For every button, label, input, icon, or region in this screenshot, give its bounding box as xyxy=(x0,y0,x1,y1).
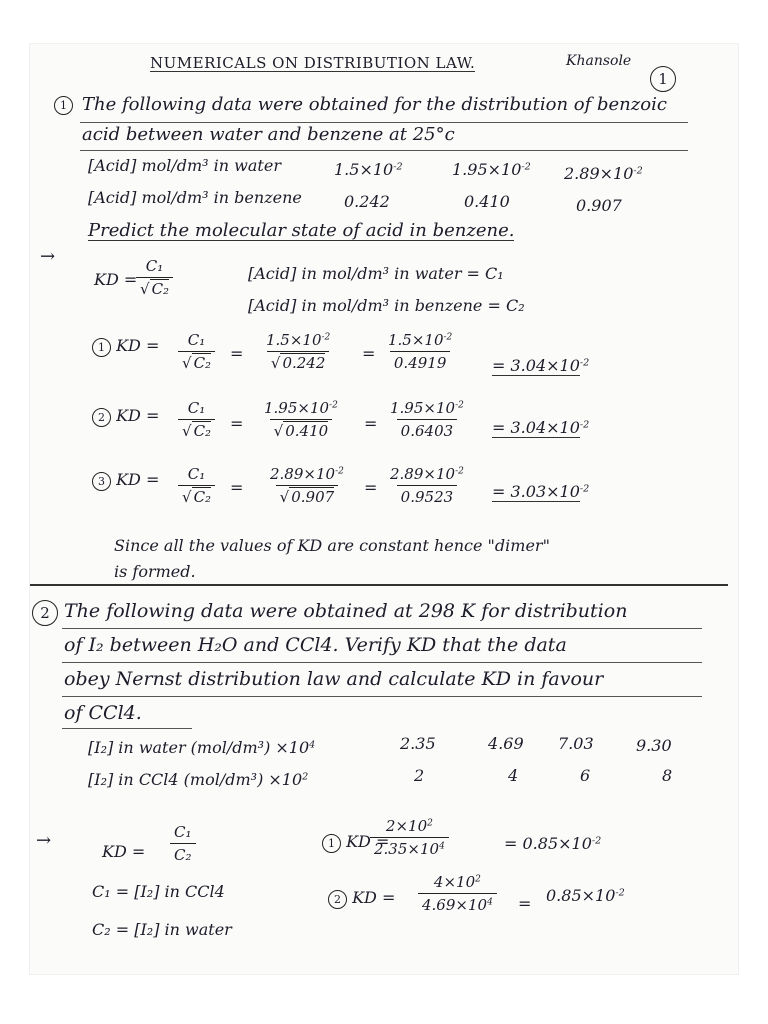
page-number xyxy=(650,66,676,92)
q1-calc-3 xyxy=(92,472,159,491)
exponent: -2 xyxy=(591,835,602,847)
row-label-text: [I₂] in water (mol/dm³) ×10 xyxy=(88,738,310,757)
denominator-value: 2.35×10 xyxy=(374,840,440,859)
q2-water-value-4: 9.30 xyxy=(636,736,672,755)
q2-definition-water: C₂ = [I₂] in water xyxy=(92,920,232,939)
q1-calc-2-result xyxy=(492,420,589,436)
q1-benzene-value-3: 0.907 xyxy=(576,196,622,215)
exponent: -2 xyxy=(321,332,331,343)
q2-calc-1-fraction xyxy=(370,818,449,859)
q2-calc-2-equals: = xyxy=(518,894,532,913)
q1-benzene-value-2: 0.410 xyxy=(464,192,510,211)
q1-water-value-1 xyxy=(334,162,403,178)
q2-ccl4-value-4: 8 xyxy=(662,766,673,785)
result-value: = 3.04×10 xyxy=(492,418,580,437)
calc-number-circle: 2 xyxy=(92,408,111,427)
calc-number-circle: 2 xyxy=(328,890,347,909)
q1-line2: acid between water and benzene at 25°c xyxy=(82,124,455,145)
q2-ccl4-label xyxy=(88,772,308,788)
q2-line2: of I₂ between H₂O and CCl4. Verify KD that the data xyxy=(64,634,567,656)
radicand: 0.410 xyxy=(285,422,329,441)
q1-calc-3-formula: $\frac{\text{C₁}}{\text{√ C₂}}$ xyxy=(178,466,215,507)
fraction-denominator: C₂ xyxy=(193,488,212,507)
fraction-denominator: C₂ xyxy=(193,354,212,373)
q1-question: Predict the molecular state of acid in benzene. xyxy=(88,220,515,241)
result-value: 0.85×10 xyxy=(546,886,616,905)
exponent: -2 xyxy=(579,419,590,431)
section-divider xyxy=(30,584,728,586)
exponent: -2 xyxy=(615,887,625,899)
q1-calc-1-result xyxy=(492,358,589,374)
exponent: 2 xyxy=(427,818,433,829)
author-name: Khansole xyxy=(566,53,632,69)
q2-number-circle: 2 xyxy=(32,600,58,626)
calc-number-circle: 1 xyxy=(322,834,341,853)
exponent: 4 xyxy=(439,841,445,852)
equals-sign: = xyxy=(230,344,244,363)
calc-lhs: KD = xyxy=(346,832,390,851)
q1-kd-formula xyxy=(136,258,173,299)
numerator-value: 2.89×10 xyxy=(270,465,336,483)
q1-calc-2 xyxy=(92,408,159,427)
q1-conclusion-line1: Since all the values of KD are constant hence "dimer" xyxy=(114,536,550,555)
notebook-page xyxy=(30,44,738,974)
value-text: 1.95×10 xyxy=(452,160,522,179)
exponent: -2 xyxy=(455,400,464,411)
numerator-value: 4×10 xyxy=(433,873,476,891)
result-value: = 3.03×10 xyxy=(492,482,580,501)
denominator-value: 4.69×10 xyxy=(422,896,488,915)
result-value: = 3.04×10 xyxy=(492,356,580,375)
q1-calc-1-simplified xyxy=(384,332,456,373)
exponent: -2 xyxy=(455,466,464,477)
q1-calc-1-substitution: $\frac{1.5\times 10^{-2}}{√ 0.242}$ xyxy=(266,331,331,373)
equals-sign: = xyxy=(230,414,244,433)
q1-calc-2-simplified xyxy=(386,400,468,441)
fraction-numerator: C₁ xyxy=(145,257,164,275)
equals-sign: = xyxy=(364,414,378,433)
radicand: 0.907 xyxy=(291,488,335,507)
q2-arrow: → xyxy=(36,830,52,851)
value-text: 1.5×10 xyxy=(334,160,394,179)
q1-number xyxy=(54,96,73,115)
result-value: = 0.85×10 xyxy=(504,834,592,853)
row-label-text: [I₂] in CCl4 (mol/dm³) ×10 xyxy=(88,770,303,789)
value-text: 2.89×10 xyxy=(564,164,634,183)
denominator-value: 0.4919 xyxy=(390,351,451,372)
fraction-denominator: C₂ xyxy=(151,280,170,299)
q2-calc-2-result xyxy=(546,888,625,904)
fraction-numerator: C₁ xyxy=(187,399,206,417)
q2-calc-2 xyxy=(328,890,395,909)
denominator-value: 0.9523 xyxy=(397,485,458,506)
q2-ccl4-value-1: 2 xyxy=(414,766,425,785)
numerator-value: 1.5×10 xyxy=(388,331,444,349)
q2-water-label xyxy=(88,740,315,756)
q1-kd-label: KD = xyxy=(94,270,138,289)
numerator-value: 2×10 xyxy=(385,817,428,835)
q2-water-value-1: 2.35 xyxy=(400,734,436,753)
exponent: 4 xyxy=(309,739,316,751)
q2-calc-1-result xyxy=(504,836,601,852)
sqrt-symbol: √ xyxy=(140,280,150,299)
exponent: 2 xyxy=(302,771,309,783)
q2-definition-ccl4: C₁ = [I₂] in CCl4 xyxy=(92,882,225,901)
q2-number xyxy=(32,600,58,626)
numerator-value: 1.95×10 xyxy=(264,399,330,417)
q1-benzene-value-1: 0.242 xyxy=(344,192,390,211)
q1-conclusion-line2: is formed. xyxy=(114,562,196,581)
fraction-numerator: C₁ xyxy=(174,823,192,841)
exponent: -2 xyxy=(579,357,590,369)
calc-number-circle: 3 xyxy=(92,472,111,491)
q1-calc-3-result xyxy=(492,484,589,500)
q2-line4: of CCl4. xyxy=(64,702,142,724)
calc-number-circle: 1 xyxy=(92,338,111,357)
q2-kd-label: KD = xyxy=(102,842,146,861)
fraction-denominator: C₂ xyxy=(170,843,196,864)
equals-sign: = xyxy=(364,478,378,497)
exponent: -2 xyxy=(521,161,531,173)
q1-calc-3-simplified xyxy=(386,466,468,507)
q1-calc-2-substitution: $\frac{1.95\times 10^{-2}}{√ 0.410}$ xyxy=(264,399,338,441)
exponent: 2 xyxy=(475,874,481,885)
q2-kd-formula xyxy=(170,824,196,865)
fraction-numerator: C₁ xyxy=(187,331,206,349)
q1-water-label: [Acid] mol/dm³ in water xyxy=(88,156,281,175)
numerator-value: 1.95×10 xyxy=(390,399,456,417)
calc-lhs: KD = xyxy=(116,470,160,489)
denominator-value: 0.6403 xyxy=(397,419,458,440)
page-title: NUMERICALS ON DISTRIBUTION LAW. xyxy=(150,54,476,72)
exponent: -2 xyxy=(329,400,338,411)
q1-calc-1-formula: $\frac{\text{C₁}}{\text{√ C₂}}$ xyxy=(178,332,215,373)
calc-lhs: KD = xyxy=(116,336,160,355)
q1-number-circle: 1 xyxy=(54,96,73,115)
q2-ccl4-value-3: 6 xyxy=(580,766,591,785)
calc-lhs: KD = xyxy=(352,888,396,907)
fraction-denominator: C₂ xyxy=(193,422,212,441)
q1-water-value-2 xyxy=(452,162,531,178)
exponent: -2 xyxy=(633,165,643,177)
q1-definition-benzene: [Acid] in mol/dm³ in benzene = C₂ xyxy=(248,296,525,315)
exponent: -2 xyxy=(579,483,590,495)
q1-definition-water: [Acid] in mol/dm³ in water = C₁ xyxy=(248,264,504,283)
q1-water-value-3 xyxy=(564,166,643,182)
calc-lhs: KD = xyxy=(116,406,160,425)
q2-calc-2-fraction xyxy=(418,874,497,915)
radicand: 0.242 xyxy=(282,354,326,373)
exponent: -2 xyxy=(335,466,344,477)
q2-water-value-2: 4.69 xyxy=(488,734,524,753)
numerator-value: 1.5×10 xyxy=(266,331,322,349)
exponent: -2 xyxy=(393,161,403,173)
exponent: 4 xyxy=(487,897,493,908)
q2-line3: obey Nernst distribution law and calculate KD in favour xyxy=(64,668,604,690)
exponent: -2 xyxy=(443,332,453,343)
q2-water-value-3: 7.03 xyxy=(558,734,594,753)
page-number-circle: 1 xyxy=(650,66,676,92)
q1-benzene-label: [Acid] mol/dm³ in benzene xyxy=(88,188,302,207)
q2-line1: The following data were obtained at 298 K for distribution xyxy=(64,600,628,622)
q1-calc-2-formula: $\frac{\text{C₁}}{\text{√ C₂}}$ xyxy=(178,400,215,441)
q2-ccl4-value-2: 4 xyxy=(508,766,519,785)
q1-arrow: → xyxy=(40,246,56,267)
q1-line1: The following data were obtained for the distribution of benzoic xyxy=(82,94,667,115)
fraction-numerator: C₁ xyxy=(187,465,206,483)
q1-calc-1 xyxy=(92,338,159,357)
equals-sign: = xyxy=(230,478,244,497)
equals-sign: = xyxy=(362,344,376,363)
q1-calc-3-substitution: $\frac{2.89\times 10^{-2}}{√ 0.907}$ xyxy=(270,465,344,507)
numerator-value: 2.89×10 xyxy=(390,465,456,483)
